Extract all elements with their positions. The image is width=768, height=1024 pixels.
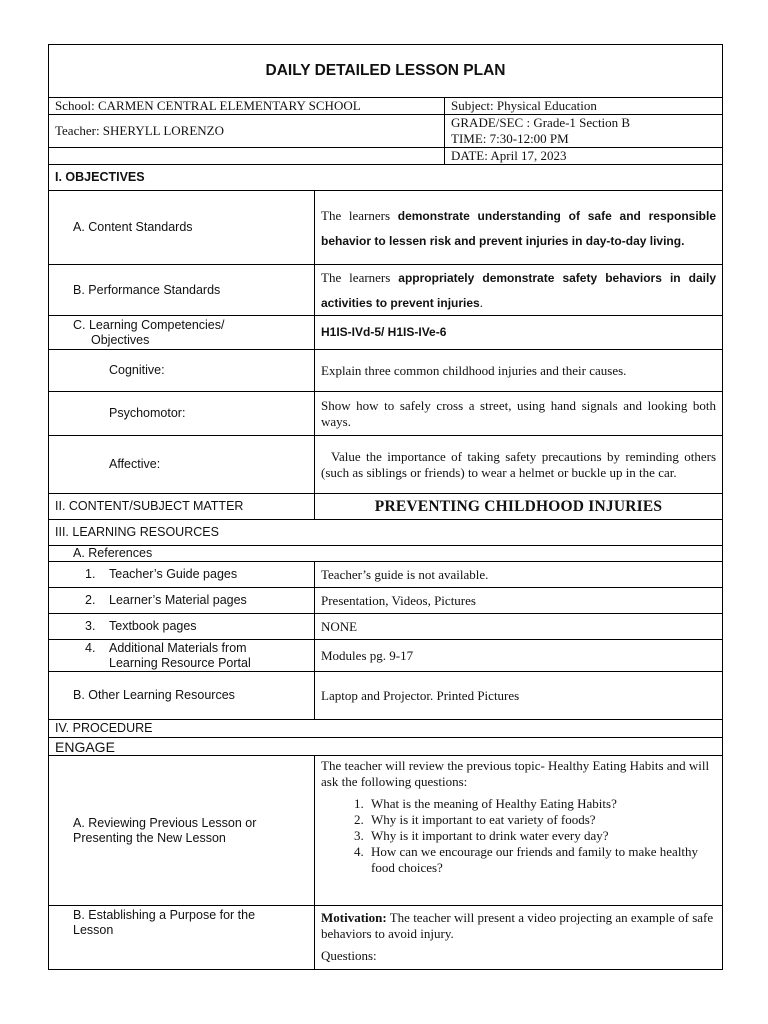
- school-name: School: CARMEN CENTRAL ELEMENTARY SCHOOL: [49, 98, 445, 115]
- resource-label-line1: Additional Materials from: [109, 640, 247, 655]
- content-standards-row: [49, 191, 723, 265]
- resource-row: [49, 614, 723, 640]
- objectives-heading: I. OBJECTIVES: [49, 165, 723, 191]
- performance-standards-body: appropriately demonstrate safety behaviors in daily activities to prevent injuries: [321, 271, 717, 310]
- content-standards-label: A. Content Standards: [49, 191, 315, 265]
- resource-label-text: Learner’s Material pages: [109, 593, 247, 607]
- performance-standards-prefix: The learners: [321, 270, 399, 285]
- references-label: A. References: [49, 546, 723, 562]
- engage-row: [49, 738, 723, 756]
- resource-row: [49, 640, 723, 672]
- resource-label-text: [109, 641, 251, 671]
- motivation-text: [321, 910, 716, 942]
- motivation-label: Motivation:: [321, 910, 387, 925]
- review-questions-list: [321, 796, 716, 876]
- document-title: DAILY DETAILED LESSON PLAN: [49, 45, 723, 98]
- procedure-heading-row: [49, 720, 723, 738]
- title-row: [49, 45, 723, 98]
- resource-row: [49, 562, 723, 588]
- content-subject-row: [49, 494, 723, 520]
- grade-section: GRADE/SEC : Grade-1 Section B: [451, 115, 631, 130]
- reviewing-label: [49, 756, 315, 906]
- teacher-name: Teacher: SHERYLL LORENZO: [49, 115, 445, 148]
- psychomotor-row: [49, 392, 723, 436]
- content-standards-text: [315, 191, 723, 265]
- empty-cell: [49, 148, 445, 165]
- affective-text: Value the importance of taking safety precautions by reminding others (such as siblings or friends) to wear a helmet or buckle up in the car.: [315, 436, 723, 494]
- school-row: [49, 98, 723, 115]
- resource-value: Teacher’s guide is not available.: [315, 562, 723, 588]
- resource-value: Modules pg. 9-17: [315, 640, 723, 672]
- resource-number: 2.: [85, 593, 96, 607]
- purpose-label-line2: Lesson: [73, 923, 114, 937]
- content-standards-prefix: The learners: [321, 207, 398, 223]
- resource-label: [49, 588, 315, 614]
- performance-standards-label: B. Performance Standards: [49, 265, 315, 316]
- lesson-plan-table: [48, 44, 723, 970]
- resource-label-text: Teacher’s Guide pages: [109, 567, 238, 581]
- resource-value: Presentation, Videos, Pictures: [315, 588, 723, 614]
- resource-label-line2: Learning Resource Portal: [109, 655, 251, 670]
- other-resources-value: Laptop and Projector. Printed Pictures: [315, 672, 723, 720]
- reviewing-row: [49, 756, 723, 906]
- resource-number: 3.: [85, 619, 96, 633]
- resource-label-text: Textbook pages: [109, 619, 197, 633]
- resource-label: [49, 640, 315, 672]
- competencies-label: [49, 316, 315, 350]
- resource-number: 1.: [85, 567, 96, 581]
- cognitive-label: Cognitive:: [49, 350, 315, 392]
- performance-standards-suffix: .: [479, 295, 483, 310]
- psychomotor-label: Psychomotor:: [49, 392, 315, 436]
- reviewing-label-line2: Presenting the New Lesson: [73, 830, 226, 845]
- list-item: 1. What is the meaning of Healthy Eating Habits?: [367, 796, 716, 812]
- resource-label: [49, 562, 315, 588]
- competencies-code: H1IS-IVd-5/ H1IS-IVe-6: [315, 316, 723, 350]
- list-item: 2. Why is it important to eat variety of foods?: [367, 812, 716, 828]
- resource-row: [49, 588, 723, 614]
- objectives-heading-row: [49, 165, 723, 191]
- list-item: 4. How can we encourage our friends and family to make healthy food choices?: [367, 844, 716, 876]
- time: TIME: 7:30-12:00 PM: [451, 131, 569, 146]
- purpose-label: [49, 906, 315, 970]
- grade-time-cell: [445, 115, 723, 148]
- competencies-row: [49, 316, 723, 350]
- competencies-label-line1: C. Learning Competencies/: [73, 317, 225, 332]
- psychomotor-text: Show how to safely cross a street, using hand signals and looking both ways.: [315, 392, 723, 436]
- cognitive-row: [49, 350, 723, 392]
- resource-value: NONE: [315, 614, 723, 640]
- questions-label: Questions:: [321, 948, 377, 963]
- performance-standards-row: [49, 265, 723, 316]
- cognitive-text: Explain three common childhood injuries and their causes.: [315, 350, 723, 392]
- purpose-content: [315, 906, 723, 970]
- reviewing-content: [315, 756, 723, 906]
- resource-label: [49, 614, 315, 640]
- reviewing-intro: The teacher will review the previous topic- Healthy Eating Habits and will ask the following questions:: [321, 758, 710, 789]
- other-resources-row: [49, 672, 723, 720]
- teacher-row: [49, 115, 723, 148]
- affective-label: Affective:: [49, 436, 315, 494]
- other-resources-label: B. Other Learning Resources: [49, 672, 315, 720]
- content-standards-body: demonstrate understanding of safe and responsible behavior to lessen risk and prevent injuries in day-to-day living.: [321, 208, 716, 248]
- resource-number: 4.: [85, 640, 96, 655]
- lesson-plan-document: [48, 44, 722, 970]
- list-item: 3. Why is it important to drink water every day?: [367, 828, 716, 844]
- motivation-body: The teacher will present a video projecting an example of safe behaviors to avoid injury.: [321, 910, 714, 941]
- resources-heading-row: [49, 520, 723, 546]
- purpose-row: [49, 906, 723, 970]
- procedure-heading: IV. PROCEDURE: [49, 720, 723, 738]
- references-row: [49, 546, 723, 562]
- competencies-label-line2: Objectives: [91, 332, 150, 347]
- engage-heading: ENGAGE: [49, 738, 723, 756]
- content-subject-label: II. CONTENT/SUBJECT MATTER: [49, 494, 315, 520]
- lesson-topic: PREVENTING CHILDHOOD INJURIES: [315, 494, 723, 520]
- performance-standards-text: [315, 265, 723, 316]
- subject: Subject: Physical Education: [445, 98, 723, 115]
- purpose-label-line1: B. Establishing a Purpose for the: [73, 908, 256, 922]
- date: DATE: April 17, 2023: [445, 148, 723, 165]
- resources-heading: III. LEARNING RESOURCES: [49, 520, 723, 546]
- reviewing-label-line1: A. Reviewing Previous Lesson or: [73, 815, 257, 830]
- date-row: [49, 148, 723, 165]
- affective-row: [49, 436, 723, 494]
